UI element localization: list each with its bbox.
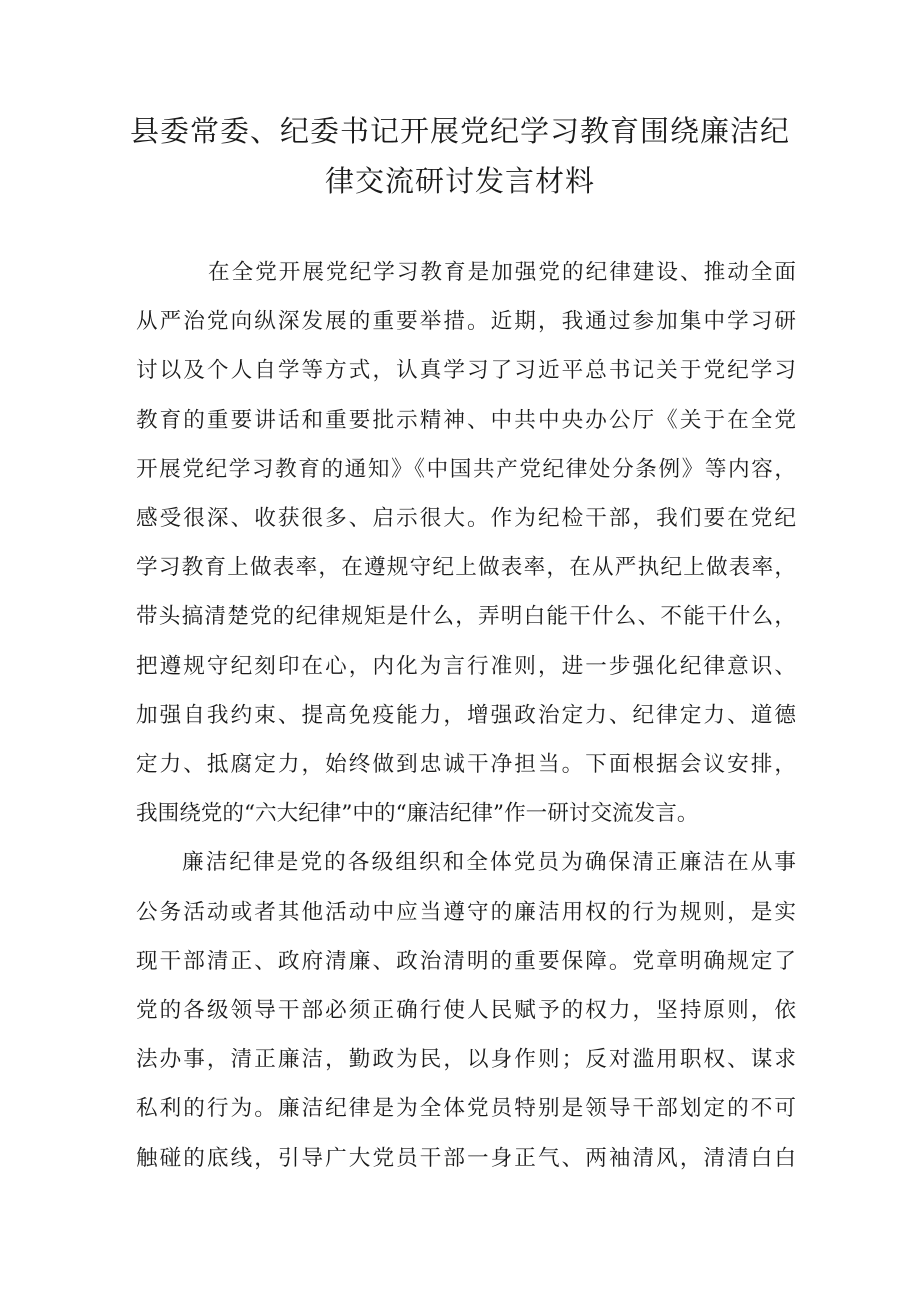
paragraph-line: 私利的行为。廉洁纪律是为全体党员特别是领导干部划定的不可: [136, 1096, 796, 1122]
paragraph-intro: [136, 248, 796, 838]
paragraph-line: 把遵规守纪刻印在心，内化为言行准则，进一步强化纪律意识、: [136, 653, 796, 679]
paragraph-integrity-discipline: [136, 838, 796, 1182]
paragraph-line: 定力、抵腐定力，始终做到忠诚干净担当。下面根据会议安排，: [136, 752, 796, 778]
paragraph-line: 公务活动或者其他活动中应当遵守的廉洁用权的行为规则，是实: [136, 899, 796, 925]
document-body: [136, 248, 796, 1183]
paragraph-line: 学习教育上做表率，在遵规守纪上做表率，在从严执纪上做表率，: [136, 555, 796, 581]
paragraph-line: 教育的重要讲话和重要批示精神、中共中央办公厅《关于在全党: [136, 407, 796, 433]
paragraph-line: 触碰的底线，引导广大党员干部一身正气、两袖清风，清清白白: [136, 1145, 796, 1171]
title-line-2: 律交流研讨发言材料: [324, 164, 595, 198]
paragraph-line: 法办事，清正廉洁，勤政为民，以身作则；反对滥用职权、谋求: [136, 1047, 796, 1073]
paragraph-line: 在全党开展党纪学习教育是加强党的纪律建设、推动全面: [208, 260, 796, 285]
paragraph-line: 带头搞清楚党的纪律规矩是什么，弄明白能干什么、不能干什么，: [136, 604, 796, 630]
document-title: [100, 106, 820, 206]
paragraph-line: 加强自我约束、提高免疫能力，增强政治定力、纪律定力、道德: [136, 702, 796, 728]
paragraph-line: 党的各级领导干部必须正确行使人民赋予的权力，坚持原则，依: [136, 998, 796, 1024]
paragraph-line: 讨以及个人自学等方式，认真学习了习近平总书记关于党纪学习: [136, 358, 796, 384]
title-line-1: 县委常委、纪委书记开展党纪学习教育围绕廉洁纪: [129, 114, 790, 148]
paragraph-line: 现干部清正、政府清廉、政治清明的重要保障。党章明确规定了: [136, 948, 796, 974]
paragraph-line: 我围绕党的“六大纪律”中的“廉洁纪律”作一研讨交流发言。: [136, 801, 699, 827]
paragraph-line: 感受很深、收获很多、启示很大。作为纪检干部，我们要在党纪: [136, 506, 796, 532]
paragraph-line: 开展党纪学习教育的通知》《中国共产党纪律处分条例》等内容，: [136, 456, 796, 482]
paragraph-line: 从严治党向纵深发展的重要举措。近期，我通过参加集中学习研: [136, 309, 796, 335]
paragraph-line: 廉洁纪律是党的各级组织和全体党员为确保清正廉洁在从事: [182, 850, 796, 876]
